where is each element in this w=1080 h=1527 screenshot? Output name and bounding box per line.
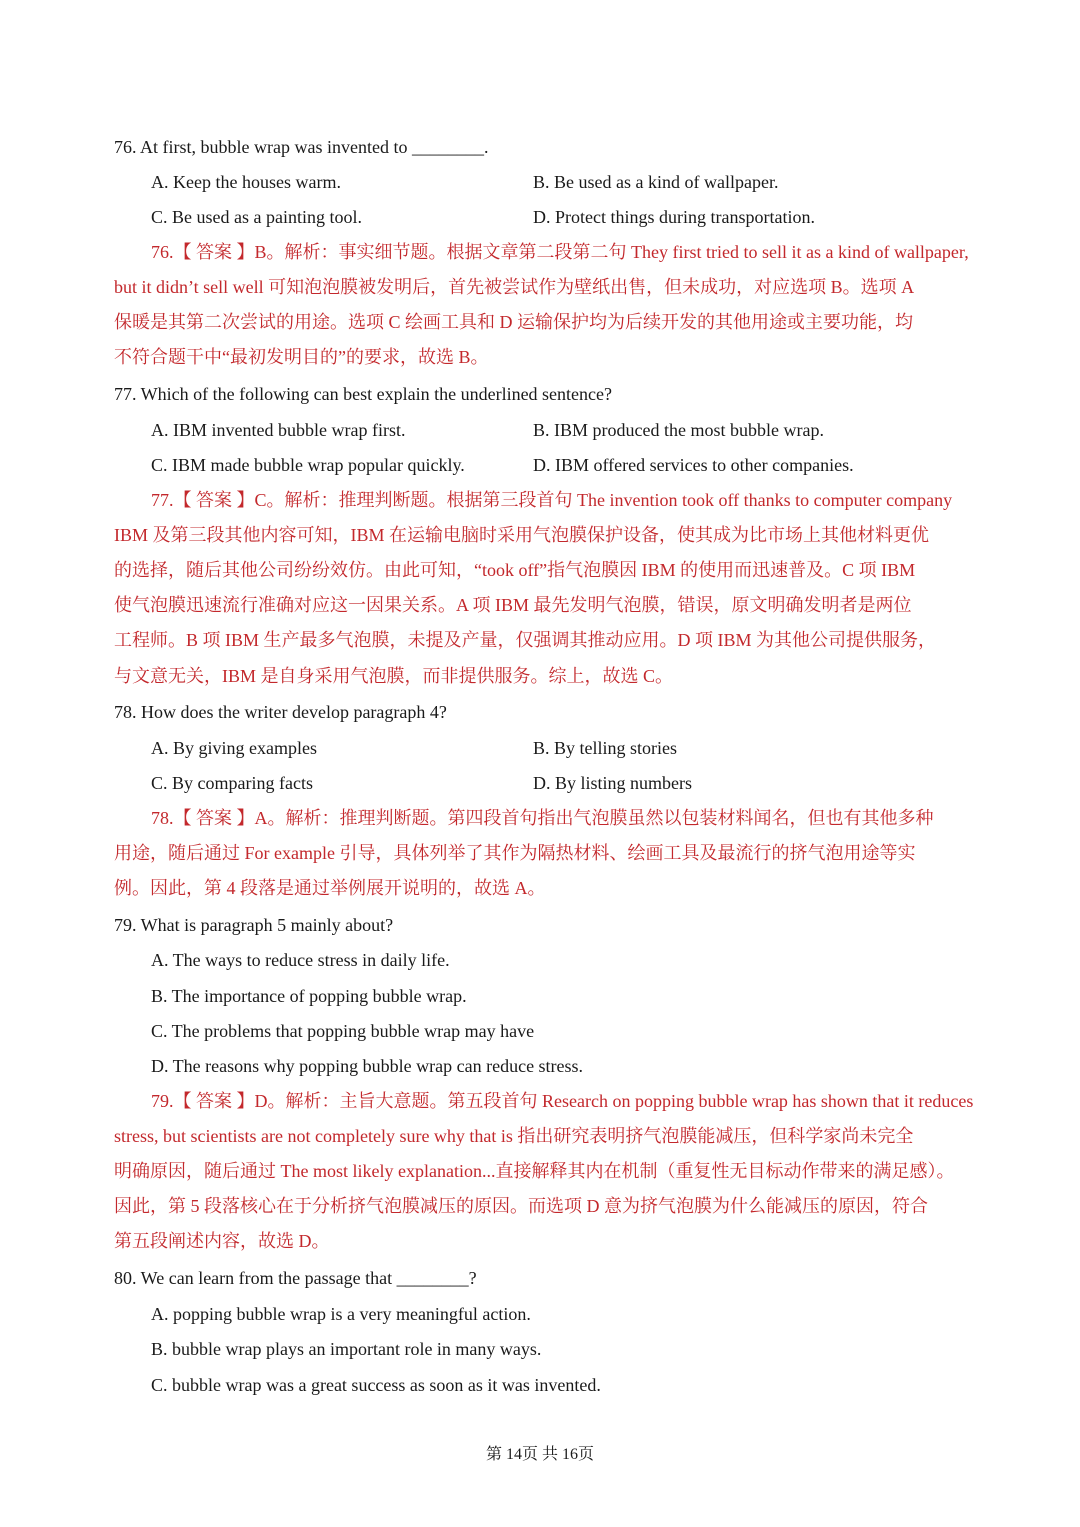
question-77-option-a: A. IBM invented bubble wrap first. — [151, 420, 406, 440]
answer-78-line: 78.【 答案 】A。解析：推理判断题。第四段首句指出气泡膜虽然以包装材料闻名，但也有其他多种 — [151, 808, 934, 828]
question-79-option-d: D. The reasons why popping bubble wrap can reduce stress. — [151, 1056, 584, 1076]
question-76-option-d: D. Protect things during transportation. — [533, 207, 815, 227]
question-80-option-c: C. bubble wrap was a great success as soon as it was invented. — [151, 1375, 601, 1395]
question-79-option-a: A. The ways to reduce stress in daily life. — [151, 950, 450, 970]
answer-78-line: 例。因此，第 4 段落是通过举例展开说明的，故选 A。 — [114, 878, 546, 898]
question-76-option-b: B. Be used as a kind of wallpaper. — [533, 172, 779, 192]
question-80-stem: 80. We can learn from the passage that ________? — [114, 1268, 477, 1288]
question-77-option-c: C. IBM made bubble wrap popular quickly. — [151, 455, 465, 475]
answer-77-line: 77.【 答案 】C。解析：推理判断题。根据第三段首句 The invention took off thanks to computer company — [151, 490, 953, 510]
answer-77-line: 与文意无关，IBM 是自身采用气泡膜，而非提供服务。综上，故选 C。 — [114, 666, 674, 686]
question-76-option-a: A. Keep the houses warm. — [151, 172, 341, 192]
answer-79-line: 第五段阐述内容，故选 D。 — [114, 1231, 330, 1251]
question-79-stem: 79. What is paragraph 5 mainly about? — [114, 915, 394, 935]
answer-79-line: 因此，第 5 段落核心在于分析挤气泡膜减压的原因。而选项 D 意为挤气泡膜为什么能减压的原因，符合 — [114, 1196, 928, 1216]
question-80-option-b: B. bubble wrap plays an important role in many ways. — [151, 1339, 542, 1359]
question-78-option-d: D. By listing numbers — [533, 773, 693, 793]
question-77-stem: 77. Which of the following can best explain the underlined sentence? — [114, 384, 613, 404]
question-78-option-a: A. By giving examples — [151, 738, 317, 758]
answer-77-line: 工程师。B 项 IBM 生产最多气泡膜，未提及产量，仅强调其推动应用。D 项 IBM 为其他公司提供服务， — [114, 630, 937, 650]
answer-79-line: stress, but scientists are not completely sure why that is 指出研究表明挤气泡膜能减压，但科学家尚未完全 — [114, 1126, 914, 1146]
answer-76-line: 不符合题干中“最初发明目的”的要求，故选 B。 — [114, 347, 489, 367]
question-77-option-d: D. IBM offered services to other companies. — [533, 455, 854, 475]
question-76-stem: 76. At first, bubble wrap was invented to ________. — [114, 137, 489, 157]
answer-77-line: 的选择，随后其他公司纷纷效仿。由此可知，“took off”指气泡膜因 IBM 的使用而迅速普及。C 项 IBM — [114, 560, 916, 580]
question-78-stem: 78. How does the writer develop paragraph 4? — [114, 702, 447, 722]
answer-76-line: 保暖是其第二次尝试的用途。选项 C 绘画工具和 D 运输保护均为后续开发的其他用途或主要功能，均 — [114, 312, 914, 332]
question-78-option-c: C. By comparing facts — [151, 773, 313, 793]
question-77-option-b: B. IBM produced the most bubble wrap. — [533, 420, 824, 440]
answer-79-line: 79.【 答案 】D。解析：主旨大意题。第五段首句 Research on popping bubble wrap has shown that it reduces — [151, 1091, 974, 1111]
answer-78-line: 用途，随后通过 For example 引导，具体列举了其作为隔热材料、绘画工具及最流行的挤气泡用途等实 — [114, 843, 916, 863]
answer-77-line: IBM 及第三段其他内容可知，IBM 在运输电脑时采用气泡膜保护设备，使其成为比市场上其他材料更优 — [114, 525, 930, 545]
question-79-option-b: B. The importance of popping bubble wrap. — [151, 986, 467, 1006]
question-78-option-b: B. By telling stories — [533, 738, 677, 758]
answer-76-line: but it didn’t sell well 可知泡泡膜被发明后，首先被尝试作为壁纸出售，但未成功，对应选项 B。选项 A — [114, 277, 915, 297]
question-76-option-c: C. Be used as a painting tool. — [151, 207, 362, 227]
answer-77-line: 使气泡膜迅速流行准确对应这一因果关系。A 项 IBM 最先发明气泡膜，错误，原文明确发明者是两位 — [114, 595, 912, 615]
answer-76-line: 76.【 答案 】B。解析：事实细节题。根据文章第二段第二句 They first tried to sell it as a kind of wallpaper, — [151, 242, 969, 262]
page-number: 第 14页 共 16页 — [485, 1446, 594, 1463]
question-80-option-a: A. popping bubble wrap is a very meaningful action. — [151, 1304, 531, 1324]
question-79-option-c: C. The problems that popping bubble wrap may have — [151, 1021, 535, 1041]
answer-79-line: 明确原因，随后通过 The most likely explanation...直接解释其内在机制（重复性无目标动作带来的满足感）。 — [114, 1161, 955, 1181]
